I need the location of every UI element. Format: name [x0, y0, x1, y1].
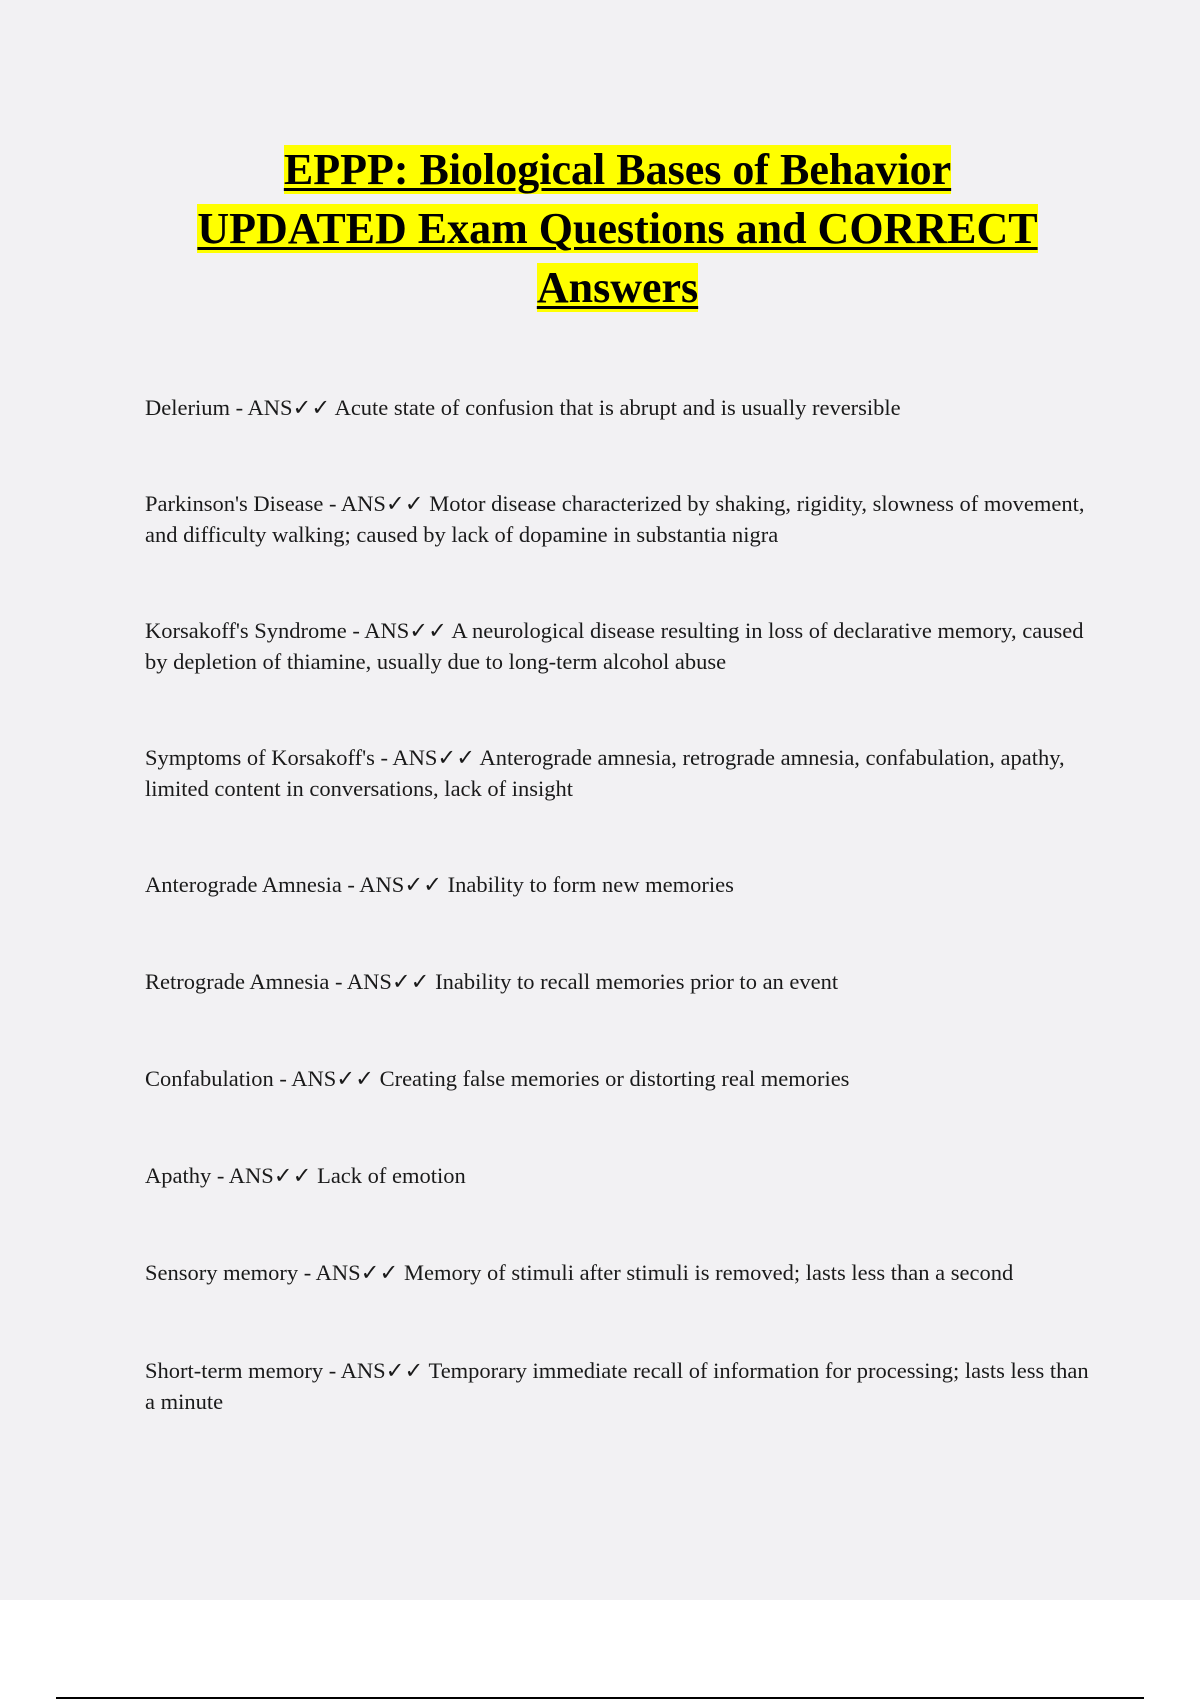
footer-divider: [56, 1697, 1144, 1699]
qa-entry: Apathy - ANS✓✓ Lack of emotion: [145, 1163, 466, 1188]
qa-entry: Korsakoff's Syndrome - ANS✓✓ A neurological disease resulting in loss of declarative memory, caused by depletion of thiamine, usually due to long-term alcohol abuse: [145, 618, 1084, 674]
qa-entry: Anterograde Amnesia - ANS✓✓ Inability to form new memories: [145, 872, 734, 897]
qa-entry: Sensory memory - ANS✓✓ Memory of stimuli after stimuli is removed; lasts less than a second: [145, 1260, 1014, 1285]
qa-entry: Short-term memory - ANS✓✓ Temporary immediate recall of information for processing; lasts less than a minute: [145, 1358, 1089, 1414]
title-line: EPPP: Biological Bases of Behavior: [283, 145, 952, 194]
qa-entry: Symptoms of Korsakoff's - ANS✓✓ Anterograde amnesia, retrograde amnesia, confabulation, apathy, limited content in conversations, lack of insight: [145, 745, 1065, 801]
qa-entry: Delerium - ANS✓✓ Acute state of confusion that is abrupt and is usually reversible: [145, 395, 901, 420]
qa-entry: Retrograde Amnesia - ANS✓✓ Inability to recall memories prior to an event: [145, 969, 839, 994]
qa-entry: Confabulation - ANS✓✓ Creating false memories or distorting real memories: [145, 1066, 850, 1091]
qa-entry: Parkinson's Disease - ANS✓✓ Motor disease characterized by shaking, rigidity, slowness of movement, and difficulty walking; caused by lack of dopamine in substantia nigra: [145, 491, 1085, 547]
title-line: UPDATED Exam Questions and CORRECT: [197, 204, 1038, 253]
document-title: [60, 140, 1175, 317]
title-line: Answers: [536, 263, 699, 312]
